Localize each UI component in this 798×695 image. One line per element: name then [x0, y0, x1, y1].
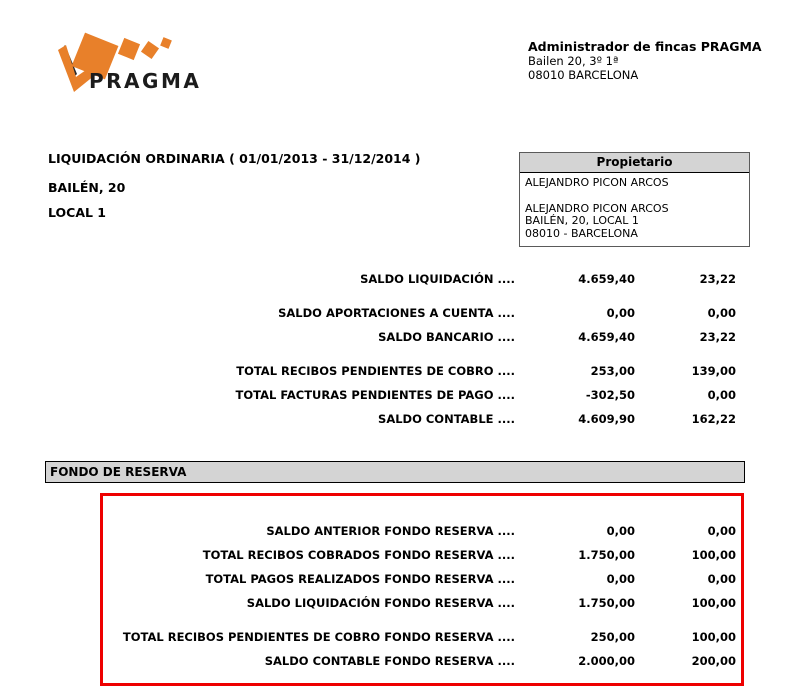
reserve-row-amount-total: 0,00: [606, 572, 635, 586]
liquidation-summary-rows: [48, 267, 736, 431]
reserve-row-amount-share: 200,00: [691, 654, 736, 668]
owner-line: [525, 190, 744, 203]
reserve-fund-row: [48, 519, 736, 543]
reserve-fund-row: [48, 625, 736, 649]
summary-row: [48, 407, 736, 431]
reserve-fund-row: [48, 543, 736, 567]
summary-row-label: SALDO CONTABLE ....: [378, 412, 515, 426]
administrator-address-line2: 08010 BARCELONA: [528, 67, 639, 82]
report-title: LIQUIDACIÓN ORDINARIA ( 01/01/2013 - 31/12/2014 ): [48, 151, 421, 166]
reserve-row-amount-share: 100,00: [691, 596, 736, 610]
reserve-row-label: SALDO LIQUIDACIÓN FONDO RESERVA ....: [246, 596, 515, 610]
summary-row-amount-share: 23,22: [699, 272, 736, 286]
summary-row-amount-share: 0,00: [707, 306, 736, 320]
owner-line: ALEJANDRO PICON ARCOS: [525, 201, 669, 215]
logo-brand-text: PRAGMA: [89, 69, 202, 93]
owner-box-body: [520, 173, 749, 246]
report-unit: LOCAL 1: [48, 205, 107, 220]
reserve-fund-rows: [48, 519, 736, 673]
logo-square-medium: [118, 38, 140, 60]
reserve-fund-section-bar: FONDO DE RESERVA: [45, 461, 745, 483]
owner-box-header: Propietario: [520, 153, 749, 173]
reserve-row-amount-share: 0,00: [707, 572, 736, 586]
owner-line: 08010 - BARCELONA: [525, 227, 638, 241]
summary-row: [48, 301, 736, 325]
reserve-row-amount-share: 100,00: [691, 630, 736, 644]
summary-row-amount-total: 0,00: [606, 306, 635, 320]
summary-row-label: TOTAL RECIBOS PENDIENTES DE COBRO ....: [236, 364, 515, 378]
owner-line: ALEJANDRO PICON ARCOS: [525, 176, 669, 189]
summary-row-amount-share: 23,22: [699, 330, 736, 344]
reserve-row-amount-total: 2.000,00: [578, 654, 635, 668]
owner-box: [519, 152, 750, 247]
summary-row: [48, 359, 736, 383]
reserve-row-amount-share: 0,00: [707, 524, 736, 538]
reserve-row-label: SALDO CONTABLE FONDO RESERVA ....: [264, 654, 515, 668]
summary-row-amount-total: 4.609,90: [578, 412, 635, 426]
reserve-row-amount-total: 1.750,00: [578, 596, 635, 610]
administrator-name: Administrador de fincas PRAGMA: [528, 39, 762, 54]
reserve-row-label: TOTAL RECIBOS PENDIENTES DE COBRO FONDO RESERVA ....: [122, 630, 515, 644]
summary-row-amount-total: 4.659,40: [578, 272, 635, 286]
summary-row-amount-share: 162,22: [691, 412, 736, 426]
reserve-row-amount-total: 1.750,00: [578, 548, 635, 562]
reserve-row-label: TOTAL RECIBOS COBRADOS FONDO RESERVA ....: [202, 548, 515, 562]
report-building: BAILÉN, 20: [48, 180, 126, 195]
owner-line: BAILÉN, 20, LOCAL 1: [525, 214, 639, 228]
reserve-row-label: TOTAL PAGOS REALIZADOS FONDO RESERVA ....: [205, 572, 515, 586]
logo-square-tiny: [160, 37, 172, 49]
pragma-logo: [55, 30, 205, 96]
reserve-fund-row: [48, 591, 736, 615]
administrator-address-line1: Bailen 20, 3º 1ª: [528, 54, 619, 68]
reserve-fund-row: [48, 649, 736, 673]
reserve-fund-row: [48, 567, 736, 591]
reserve-row-amount-total: 250,00: [590, 630, 635, 644]
summary-row-label: SALDO APORTACIONES A CUENTA ....: [278, 306, 515, 320]
reserve-row-amount-share: 100,00: [691, 548, 736, 562]
summary-row-amount-share: 139,00: [691, 364, 736, 378]
report-title-block: [48, 151, 421, 220]
summary-row-amount-total: -302,50: [585, 388, 635, 402]
summary-row-amount-total: 4.659,40: [578, 330, 635, 344]
summary-row-label: SALDO BANCARIO ....: [378, 330, 515, 344]
pragma-logo-icon: [55, 30, 205, 96]
summary-row: [48, 325, 736, 349]
summary-row-amount-total: 253,00: [590, 364, 635, 378]
administrator-block: [528, 39, 762, 82]
summary-row-amount-share: 0,00: [707, 388, 736, 402]
summary-row-label: SALDO LIQUIDACIÓN ....: [360, 272, 515, 286]
reserve-row-label: SALDO ANTERIOR FONDO RESERVA ....: [266, 524, 515, 538]
summary-row-label: TOTAL FACTURAS PENDIENTES DE PAGO ....: [235, 388, 515, 402]
summary-row: [48, 267, 736, 291]
summary-row: [48, 383, 736, 407]
reserve-row-amount-total: 0,00: [606, 524, 635, 538]
logo-square-small: [141, 41, 159, 59]
